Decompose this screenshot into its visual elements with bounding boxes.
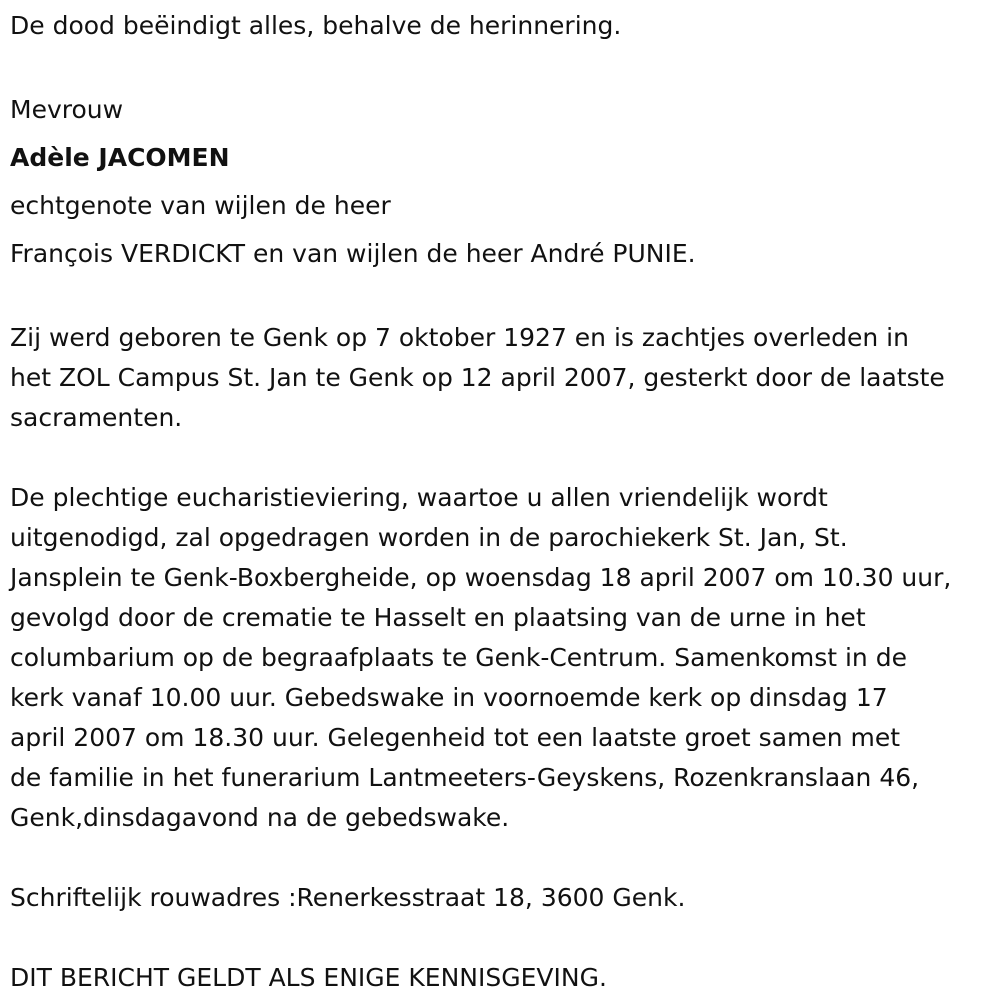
motto: De dood beëindigt alles, behalve de herinnering. <box>10 11 622 40</box>
paragraph-line: april 2007 om 18.30 uur. Gelegenheid tot een laatste groet samen met <box>10 723 901 752</box>
paragraph-line: De plechtige eucharistieviering, waartoe u allen vriendelijk wordt <box>10 483 828 512</box>
spacer <box>10 838 995 878</box>
paragraph-line: gevolgd door de crematie te Hasselt en plaatsing van de urne in het <box>10 603 866 632</box>
salutation: Mevrouw <box>10 95 124 124</box>
relation-line-1: echtgenote van wijlen de heer <box>10 191 391 220</box>
spacer <box>10 918 995 958</box>
spacer <box>10 278 995 318</box>
paragraph-line: uitgenodigd, zal opgedragen worden in de parochiekerk St. Jan, St. <box>10 523 848 552</box>
relation-line-2: François VERDICKT en van wijlen de heer André PUNIE. <box>10 239 696 268</box>
paragraph-line: kerk vanaf 10.00 uur. Gebedswake in voornoemde kerk op dinsdag 17 <box>10 683 888 712</box>
paragraph-line: Jansplein te Genk-Boxbergheide, op woensdag 18 april 2007 om 10.30 uur, <box>10 563 952 592</box>
spacer <box>10 438 995 478</box>
deceased-name: Adèle JACOMEN <box>10 143 230 172</box>
paragraph-line: sacramenten. <box>10 403 183 432</box>
paragraph-line: het ZOL Campus St. Jan te Genk op 12 april 2007, gesterkt door de laatste <box>10 363 945 392</box>
paragraph-line: Genk,dinsdagavond na de gebedswake. <box>10 803 510 832</box>
closing-statement: DIT BERICHT GELDT ALS ENIGE KENNISGEVING. <box>10 963 607 992</box>
birth-death-paragraph <box>10 318 995 438</box>
mourning-address: Schriftelijk rouwadres :Renerkesstraat 18, 3600 Genk. <box>10 883 686 912</box>
spacer <box>10 46 995 86</box>
ceremony-paragraph <box>10 478 995 838</box>
death-notice <box>10 6 995 998</box>
paragraph-line: Zij werd geboren te Genk op 7 oktober 1927 en is zachtjes overleden in <box>10 323 909 352</box>
paragraph-line: de familie in het funerarium Lantmeeters-Geyskens, Rozenkranslaan 46, <box>10 763 920 792</box>
paragraph-line: columbarium op de begraafplaats te Genk-Centrum. Samenkomst in de <box>10 643 907 672</box>
